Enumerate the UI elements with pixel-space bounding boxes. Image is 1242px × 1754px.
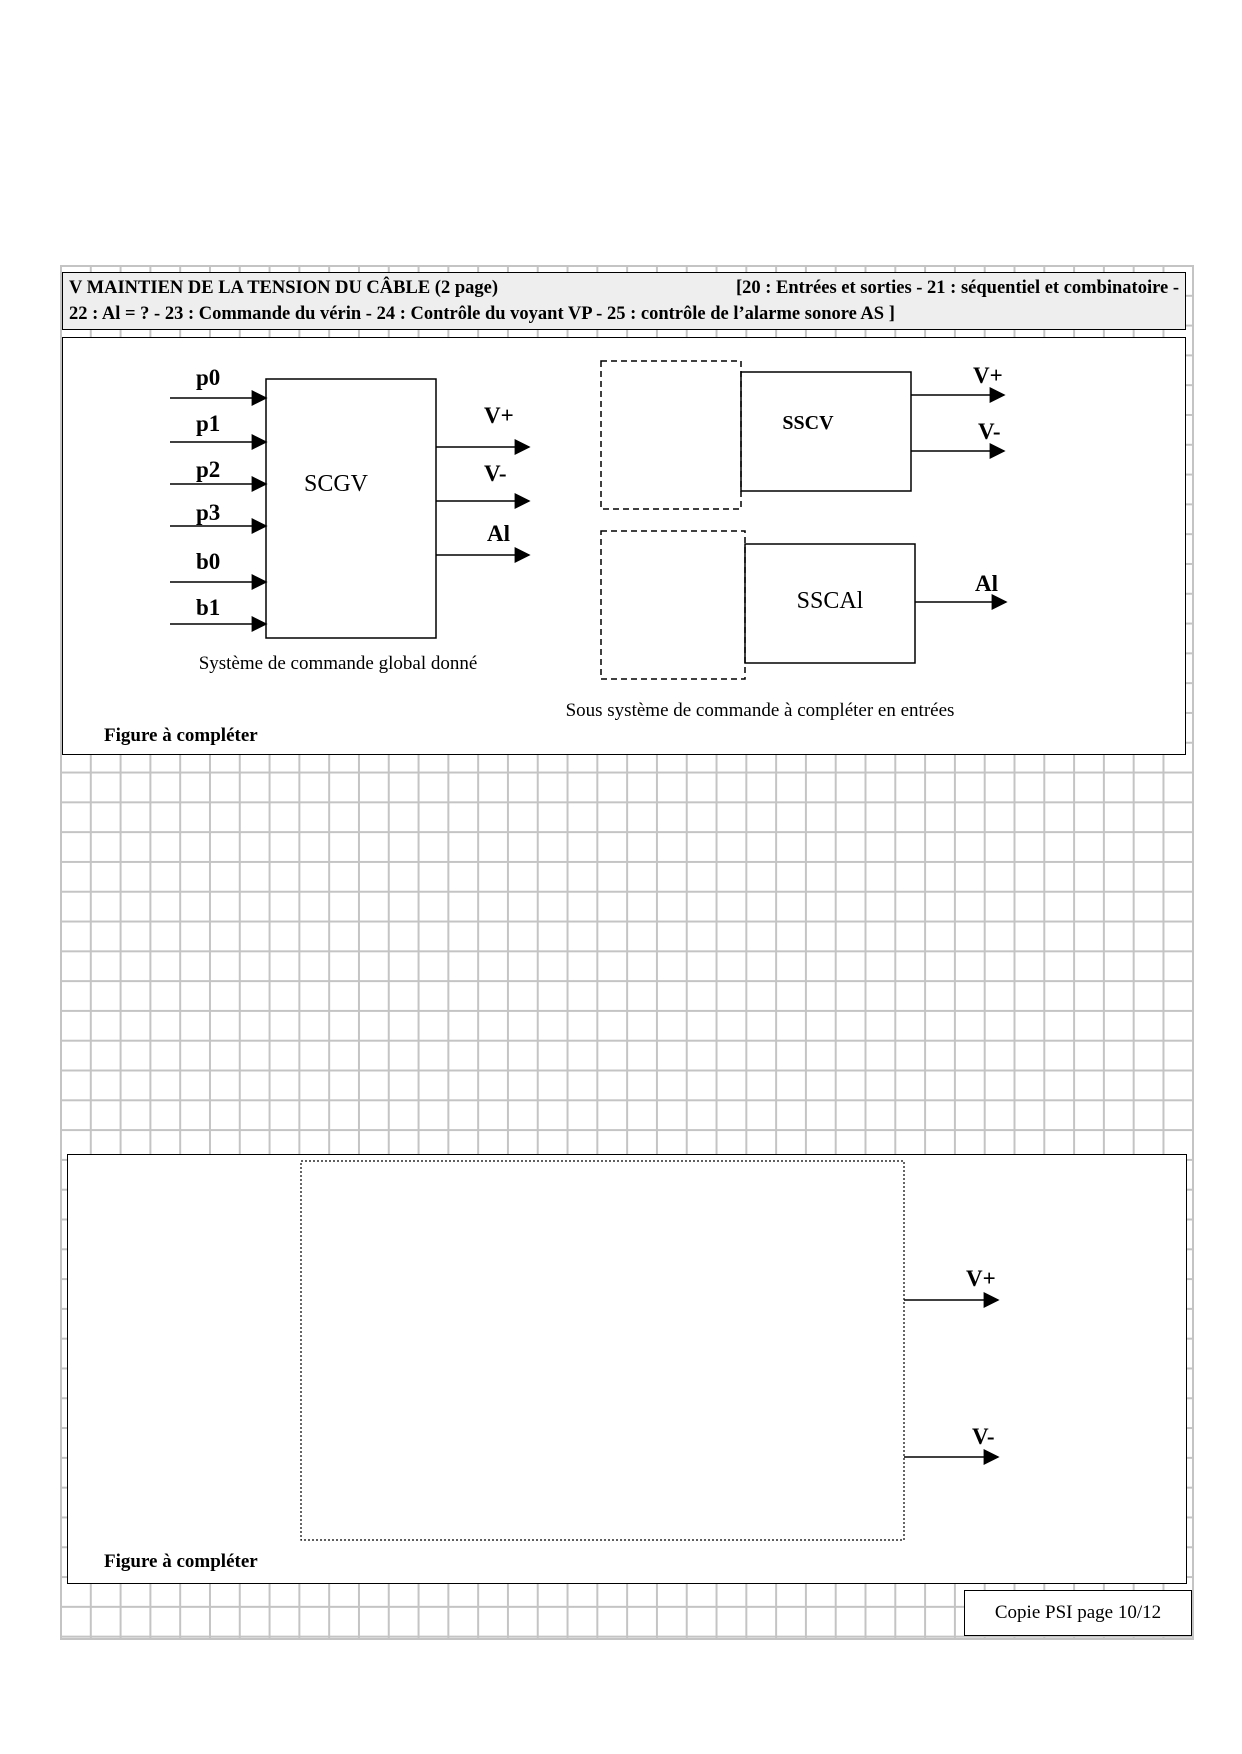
sscal-input-placeholder xyxy=(601,531,745,679)
sscv-input-placeholder xyxy=(601,361,741,509)
section-title: V MAINTIEN DE LA TENSION DU CÂBLE (2 page) xyxy=(69,278,498,298)
output-label-v-plus: V+ xyxy=(484,403,514,428)
sscv-output-label-v-plus: V+ xyxy=(973,363,1003,388)
figure-2-output-label-v-minus: V- xyxy=(972,1424,995,1449)
input-label-p2: p2 xyxy=(196,457,221,482)
subsystems-caption: Sous système de commande à compléter en entrées xyxy=(565,700,955,721)
sscal-label: SSCAl xyxy=(796,588,864,614)
section-questions-line1: [20 : Entrées et sorties - 21 : séquentiel et combinatoire - xyxy=(735,278,1179,298)
output-label-v-minus: V- xyxy=(484,461,507,486)
input-label-b0: b0 xyxy=(196,549,221,574)
section-questions-line2: 22 : Al = ? - 23 : Commande du vérin - 24 : Contrôle du voyant VP - 25 : contrôle de l’alarme sonore AS ] xyxy=(69,304,895,324)
input-label-p3: p3 xyxy=(196,500,221,525)
figure-1-caption: Figure à compléter xyxy=(104,725,258,746)
input-label-p0: p0 xyxy=(196,365,221,390)
input-label-b1: b1 xyxy=(196,595,221,620)
sscv-label: SSCV xyxy=(782,412,834,434)
sscv-output-label-v-minus: V- xyxy=(978,419,1001,444)
scgv-label: SCGV xyxy=(303,471,369,497)
figure-2-output-label-v-plus: V+ xyxy=(966,1266,996,1291)
figure-2-diagram xyxy=(68,1155,1188,1585)
section-header xyxy=(62,272,1186,330)
figure-1-panel xyxy=(62,337,1186,755)
answer-area-box xyxy=(301,1161,904,1540)
figure-1-diagram xyxy=(63,338,1187,756)
page-number-box: Copie PSI page 10/12 xyxy=(964,1590,1192,1636)
sscal-output-label-al: Al xyxy=(975,571,998,596)
scgv-block xyxy=(266,379,436,638)
figure-2-panel xyxy=(67,1154,1187,1584)
input-label-p1: p1 xyxy=(196,411,221,436)
figure-2-caption: Figure à compléter xyxy=(104,1551,258,1572)
output-label-al: Al xyxy=(487,521,510,546)
global-system-caption: Système de commande global donné xyxy=(198,653,478,674)
